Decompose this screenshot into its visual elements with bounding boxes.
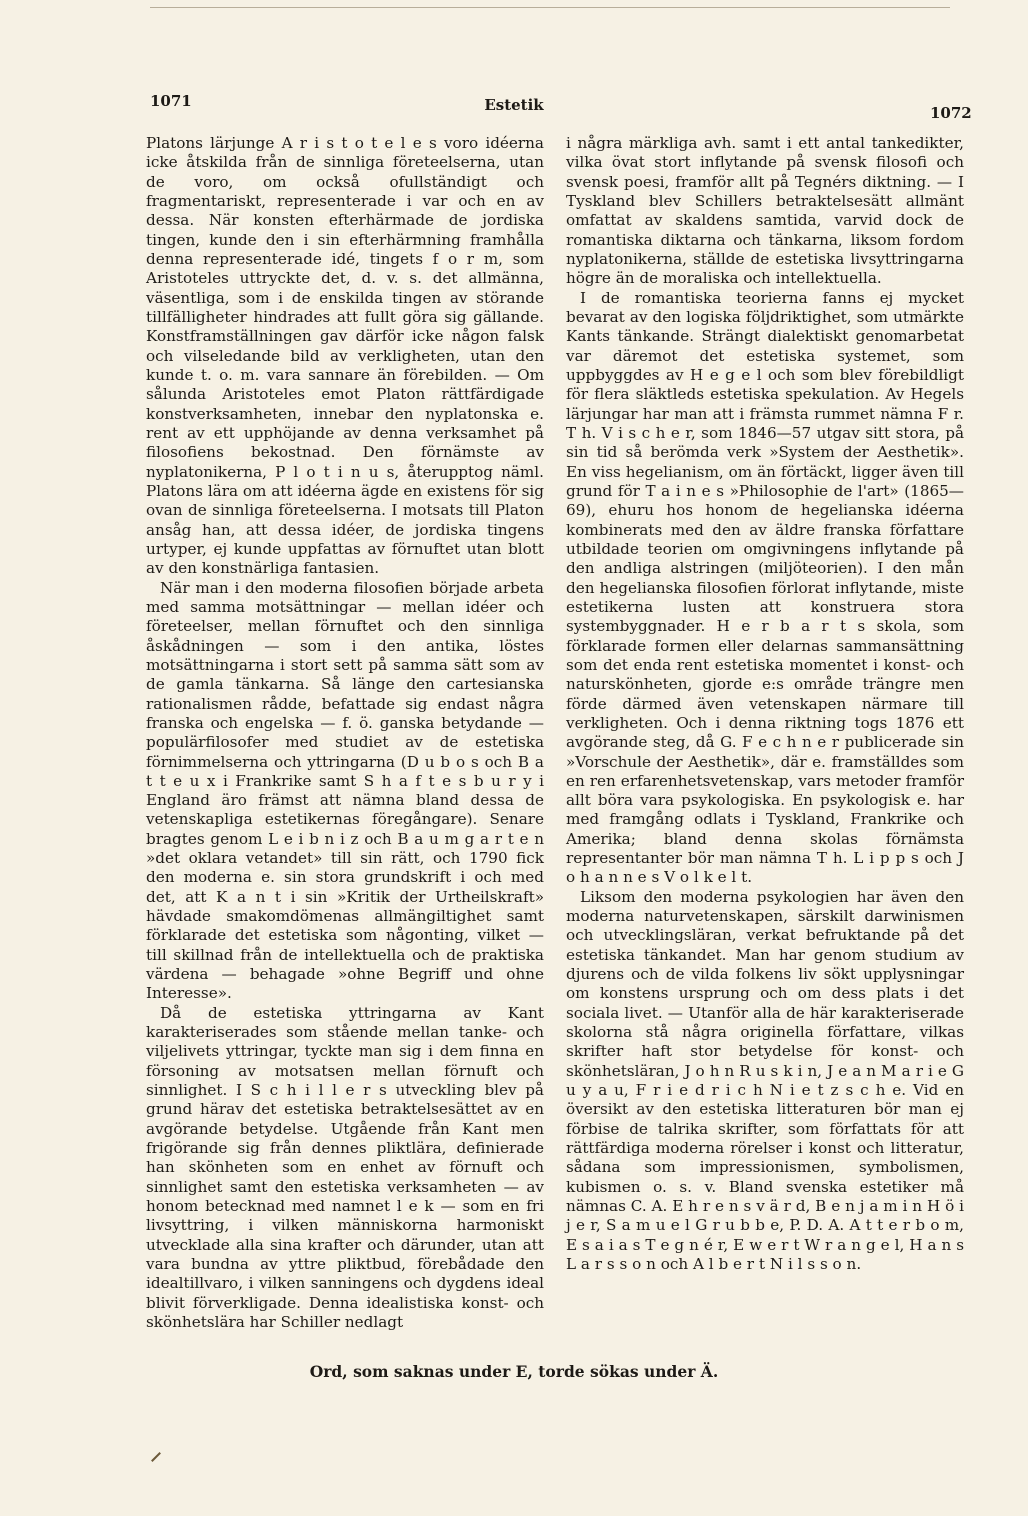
paragraph: Platons lärjunge A r i s t o t e l e s voro idéerna icke åtskilda från de sinnliga företeelserna, utan de voro, om också ofullständigt och fragmentariskt, representerade i var och en av dessa. När konsten efterhärmade de jordiska tingen, kunde den i sin efterhärmning framhålla denna representerade idé, tingets f o r m, som Aristoteles uttryckte det, d. v. s. det allmänna, väsentliga, som i de enskilda tingen av störande tillfälligheter hindrades att fullt göra sig gällande. Konstframställningen gav därför icke någon falsk och vilseledande bild av verkligheten, utan den kunde t. o. m. vara sannare än förebilden. — Om sålunda Aristoteles emot Platon rättfärdigade konstverksamheten, innebar den nyplatonska e. rent av ett upphöjande av denna verksamhet på filosofiens bekostnad. Den förnämste av nyplatonikerna, P l o t i n u s, återupptog näml. Platons lära om att idéerna ägde en existens för sig ovan de sinnliga företeelserna. I motsats till Platon ansåg han, att dessa idéer, de jordiska tingens urtyper, ej kunde uppfattas av förnuftet utan blott av den konstnärliga fantasien.: [146, 134, 544, 578]
right-column: [566, 134, 964, 1274]
paragraph: När man i den moderna filosofien började arbeta med samma motsättningar — mellan idéer och företeelser, mellan förnuftet och den sinnliga åskådningen — som i den antika, löstes motsättningarna i stort sett på samma sätt som av de gamla tänkarna. Så länge den cartesianska rationalismen rådde, befattade sig endast några franska och engelska — f. ö. ganska betydande — populärfilosofer med studiet av de estetiska förnimmelserna och yttringarna (D u b o s och B a t t e u x i Frankrike samt S h a f t e s b u r y i England äro främst att nämna bland dessa de vetenskapliga estetikernas föregångare). Senare bragtes genom L e i b n i z och B a u m g a r t e n »det oklara vetandet» till sin rätt, och 1790 fick den moderna e. sin stora grundskrift i och med det, att K a n t i sin »Kritik der Urtheilskraft» hävdade smakomdömenas allmängiltighet samt förklarade det estetiska som någonting, vilket — till skillnad från de intellektuella och de praktiska värdena — behagade »ohne Begriff und ohne Interesse».: [146, 578, 544, 1003]
left-column: [146, 134, 544, 1332]
paragraph: Då de estetiska yttringarna av Kant karakteriserades som stående mellan tanke- och viljelivets yttringar, tyckte man sig i dem finna en försoning av motsatsen mellan förnuft och sinnlighet. I S c h i l l e r s utveckling blev på grund härav det estetiska betraktelsesättet av en avgörande betydelse. Utgående från Kant men frigörande sig från dennes pliktlära, definierade han skönheten som en enhet av förnuft och sinnlighet samt den estetiska verksamheten — av honom betecknad med namnet l e k — som en fri livsyttring, i vilken människorna harmoniskt utvecklade alla sina krafter och därunder, utan att vara bundna av yttre pliktbud, förebådade den idealtillvaro, i vilken sanningens och dygdens ideal blivit förverkligade. Denna idealistiska konst- och skönhetslära har Schiller nedlagt: [146, 1003, 544, 1332]
top-rule: [150, 7, 950, 8]
paragraph: I de romantiska teorierna fanns ej mycket bevarat av den logiska följdriktighet, som utmärkte Kants tänkande. Strängt dialektiskt genomarbetat var däremot det estetiska systemet, som uppbyggdes av H e g e l och som blev förebildligt för flera släktleds estetiska spekulation. Av Hegels lärjungar har man att i främsta rummet nämna F r. T h. V i s c h e r, som 1846—57 utgav sitt stora, på sin tid så berömda verk »System der Aesthetik». En viss hegelianism, om än förtäckt, ligger även till grund för T a i n e s »Philosophie de l'art» (1865—69), ehuru hos honom de hegelianska idéerna kombinerats med den av äldre franska författare utbildade teorien om omgivningens inflytande på den andliga alstringen (miljöteorien). I den mån den hegelianska filosofien förlorat inflytande, miste estetikerna lusten att konstruera stora systembyggnader. H e r b a r t s skola, som förklarade formen eller delarnas sammansättning som det enda rent estetiska momentet i konst- och naturskönheten, gjorde e:s område trängre men förde därmed även vetenskapen närmare till verkligheten. Och i denna riktning togs 1876 ett avgörande steg, då G. F e c h n e r publicerade sin »Vorschule der Aesthetik», där e. framställdes som en ren erfarenhetsvetenskap, vars metoder framför allt böra vara psykologiska. En psykologisk e. har med framgång odlats i Tyskland, Frankrike och Amerika; bland denna skolas förnämsta representanter bör man nämna T h. L i p p s och J o h a n n e s V o l k e l t.: [566, 288, 964, 887]
paragraph: Liksom den moderna psykologien har även den moderna naturvetenskapen, särskilt darwinismen och utvecklingsläran, verkat befruktande på det estetiska tänkandet. Man har genom studium av djurens och de vilda folkens liv sökt upplysningar om konstens ursprung och om dess plats i det sociala livet. — Utanför alla de här karakteriserade skolorna stå några originella författare, vilkas skrifter haft stor betydelse för konst- och skönhetsläran, J o h n R u s k i n, J e a n M a r i e G u y a u, F r i e d r i c h N i e t z s c h e. Vid en översikt av den estetiska litteraturen bör man ej förbise de talrika skrifter, som författats för att rättfärdiga moderna rörelser i konst och litteratur, sådana som impressionismen, symbolismen, kubismen o. s. v. Bland svenska estetiker må nämnas C. A. E h r e n s v ä r d, B e n j a m i n H ö i j e r, S a m u e l G r u b b e, P. D. A. A t t e r b o m, E s a i a s T e g n é r, E w e r t W r a n g e l, H a n s L a r s s o n och A l b e r t N i l s s o n.: [566, 887, 964, 1274]
page-number-left: 1071: [150, 92, 192, 110]
page-number-right: 1072: [930, 104, 972, 122]
pencil-mark: [151, 1452, 161, 1462]
running-title: Estetik: [484, 96, 544, 114]
paragraph: i några märkliga avh. samt i ett antal tankedikter, vilka övat stort inflytande på svensk filosofi och svensk poesi, framför allt på Tegnérs diktning. — I Tyskland blev Schillers betraktelsesätt allmänt omfattat av skaldens samtida, varvid dock de romantiska diktarna och tänkarna, liksom fordom nyplatonikerna, ställde de estetiska livsyttringarna högre än de moraliska och intellektuella.: [566, 134, 964, 288]
footer-note: Ord, som saknas under E, torde sökas under Ä.: [309, 1362, 719, 1381]
